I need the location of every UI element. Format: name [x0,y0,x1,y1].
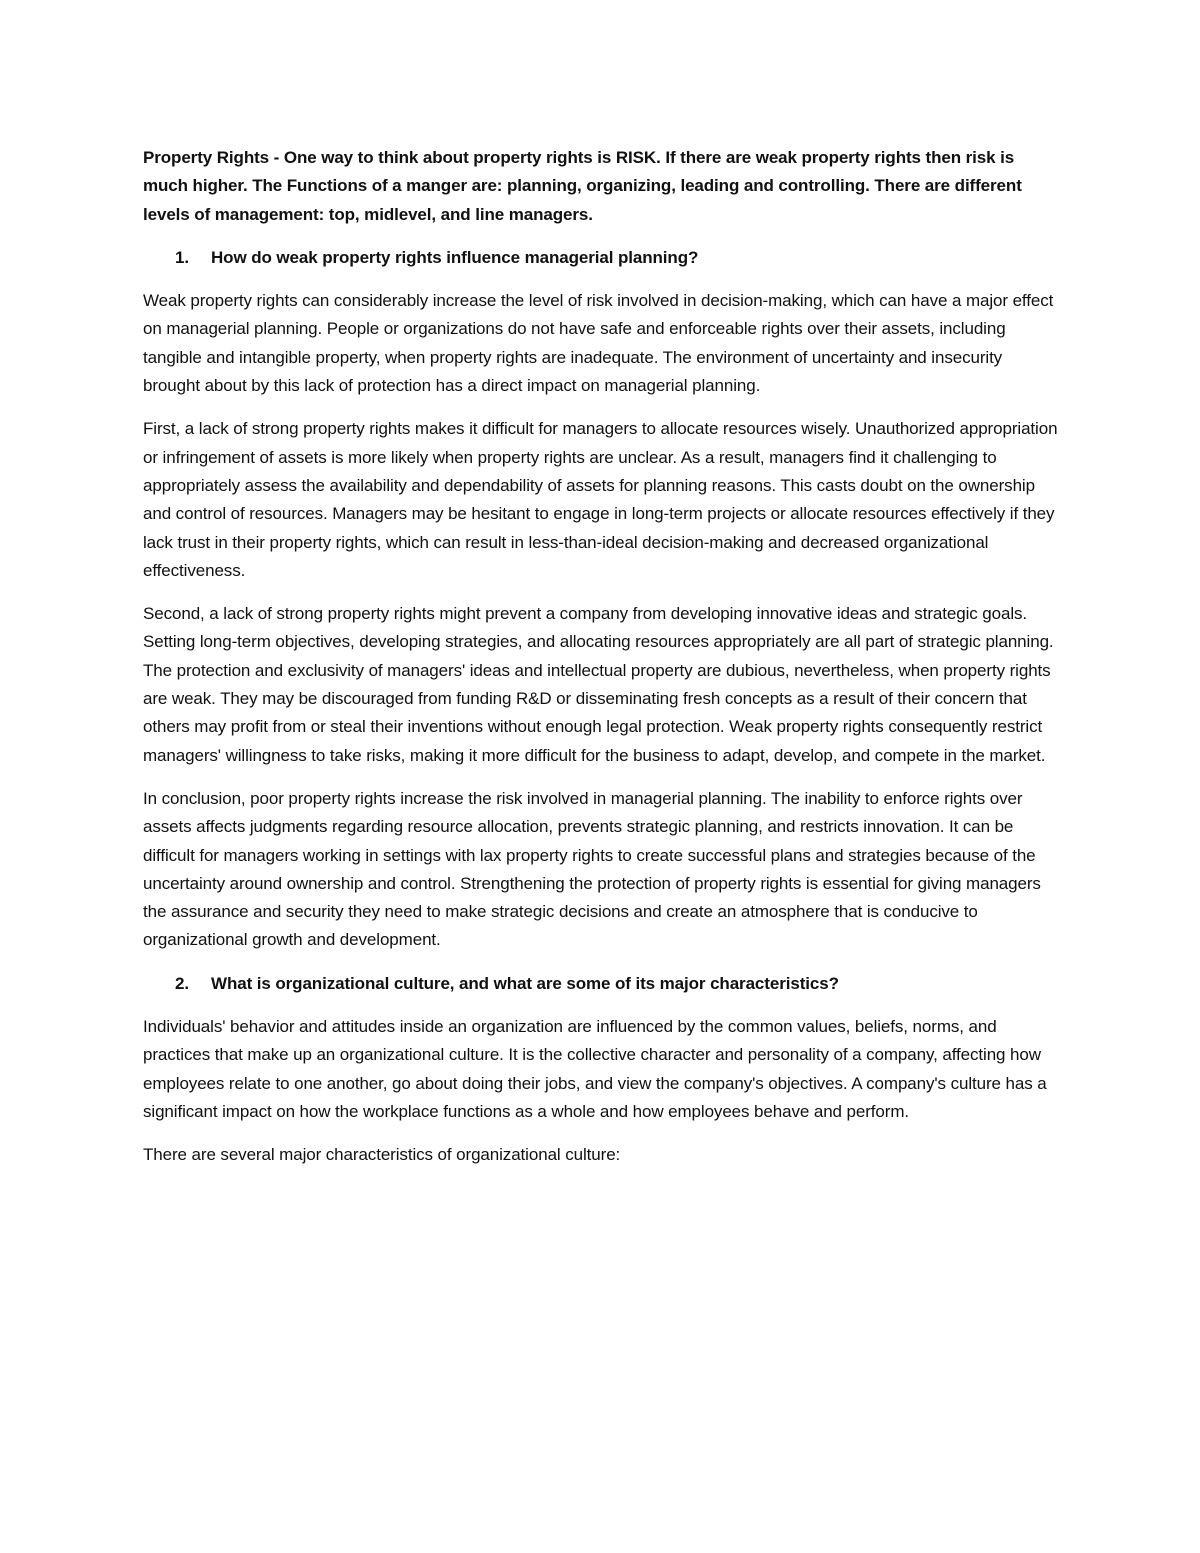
question-1-number: 1. [175,247,189,267]
intro-paragraph: Property Rights - One way to think about property rights is RISK. If there are weak property rights then risk is much higher. The Functions of a manger are: planning, organizing, leading and controlling. There are different levels of management: top, midlevel, and line managers. [143,148,1022,224]
question-1-paragraph-2: First, a lack of strong property rights makes it difficult for managers to allocate resources wisely. Unauthorized appropriation or infringement of assets is more likely when property rights are unclear. As a result, managers find it challenging to appropriately assess the availability and dependability of assets for planning reasons. This casts doubt on the ownership and control of resources. Managers may be hesitant to engage in long-term projects or allocate resources effectively if they lack trust in their property rights, which can result in less-than-ideal decision-making and decreased organizational effectiveness. [143,419,1058,580]
question-2-number: 2. [175,973,189,993]
question-1-text: How do weak property rights influence managerial planning? [211,247,699,267]
question-2-heading [143,970,1063,998]
question-1-paragraph-3: Second, a lack of strong property rights might prevent a company from developing innovative ideas and strategic goals. Setting long-term objectives, developing strategies, and allocating resources appropriately are all part of strategic planning. The protection and exclusivity of managers' ideas and intellectual property are dubious, nevertheless, when property rights are weak. They may be discouraged from funding R&D or disseminating fresh concepts as a result of their concern that others may profit from or steal their inventions without enough legal protection. Weak property rights consequently restrict managers' willingness to take risks, making it more difficult for the business to adapt, develop, and compete in the market. [143,604,1054,765]
question-1-paragraph-1: Weak property rights can considerably increase the level of risk involved in decision-making, which can have a major effect on managerial planning. People or organizations do not have safe and enforceable rights over their assets, including tangible and intangible property, when property rights are inadequate. The environment of uncertainty and insecurity brought about by this lack of protection has a direct impact on managerial planning. [143,291,1054,396]
question-2-paragraph-1: Individuals' behavior and attitudes inside an organization are influenced by the common values, beliefs, norms, and practices that make up an organizational culture. It is the collective character and personality of a company, affecting how employees relate to one another, go about doing their jobs, and view the company's objectives. A company's culture has a significant impact on how the workplace functions as a whole and how employees behave and perform. [143,1017,1047,1121]
question-2-text: What is organizational culture, and what are some of its major characteristics? [211,973,839,993]
question-2-paragraph-2: There are several major characteristics of organizational culture: [143,1145,621,1165]
document-body [143,144,1063,1185]
question-1-paragraph-4: In conclusion, poor property rights increase the risk involved in managerial planning. The inability to enforce rights over assets affects judgments regarding resource allocation, prevents strategic planning, and restricts innovation. It can be difficult for managers working in settings with lax property rights to create successful plans and strategies because of the uncertainty around ownership and control. Strengthening the protection of property rights is essential for giving managers the assurance and security they need to make strategic decisions and create an atmosphere that is conducive to organizational growth and development. [143,788,1041,950]
question-1-heading [143,244,1063,272]
